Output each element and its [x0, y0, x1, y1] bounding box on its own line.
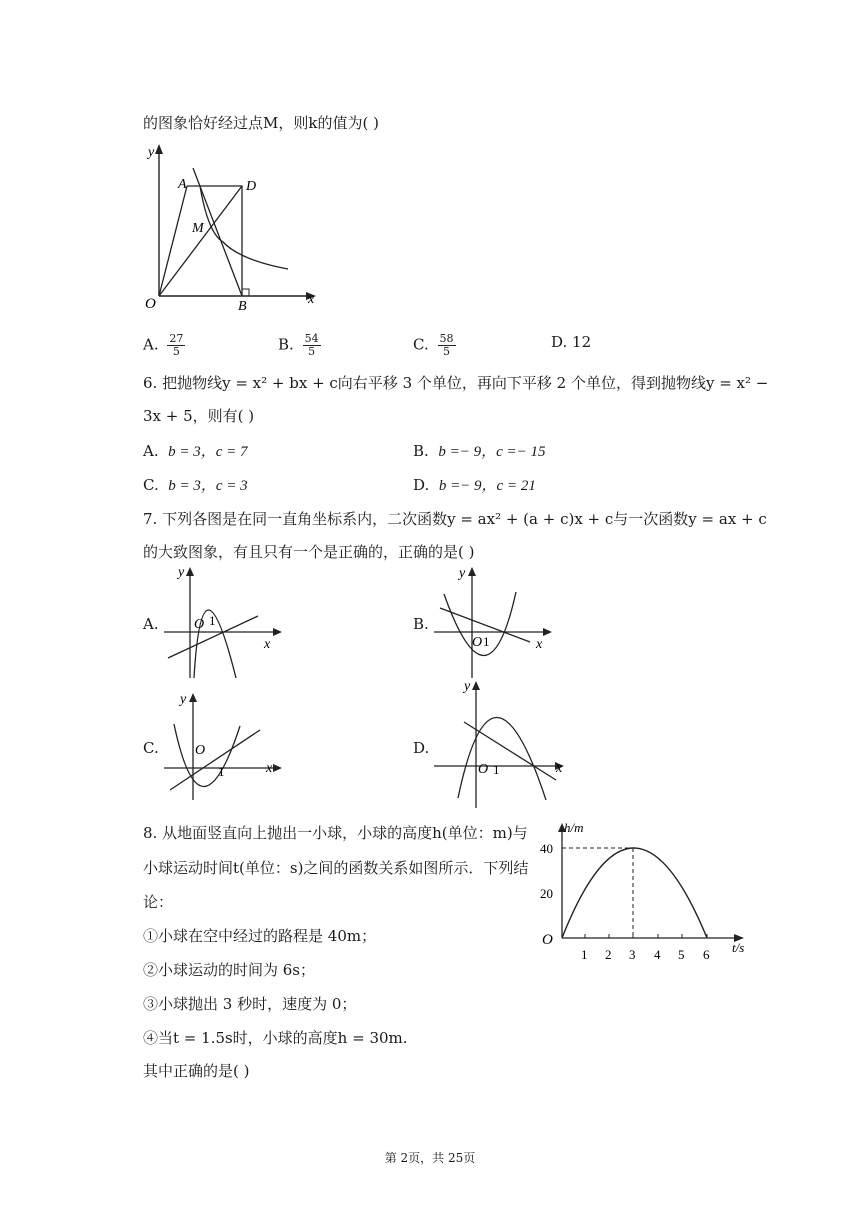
q5-option-a[interactable] [143, 333, 185, 358]
q8-height-time-graph [534, 818, 754, 968]
q7d-one-label: 1 [493, 762, 500, 777]
option-letter: B. [278, 335, 294, 354]
q5-d-label: D [246, 179, 257, 194]
q8-statement-2: ②小球运动的时间为 6s； [143, 961, 316, 979]
q7a-y-label: y [178, 565, 185, 580]
q8-xlabel: t/s [732, 940, 745, 955]
q5-o-label: O [145, 296, 156, 312]
q7c-one-label: 1 [218, 764, 225, 779]
q8-origin-label: O [542, 932, 553, 948]
option-value: 12 [572, 333, 592, 351]
q8-xtick-3: 3 [629, 947, 636, 962]
q5-option-c[interactable] [413, 333, 456, 358]
option-letter: D. [413, 476, 430, 494]
q7d-o-label: O [478, 762, 489, 777]
q7-graph-c [160, 688, 285, 808]
q7-option-b[interactable]: B. [413, 615, 429, 633]
q7-option-c[interactable]: C. [143, 739, 159, 757]
q6-option-d[interactable] [413, 474, 536, 495]
q7-option-d[interactable]: D. [413, 739, 430, 757]
q7b-y-label: y [459, 566, 466, 581]
option-text: b =− 9，c =− 15 [438, 444, 546, 460]
q7-option-a[interactable]: A. [143, 615, 159, 633]
q5-a-label: A [178, 177, 187, 192]
q8-ylabel: h/m [564, 820, 584, 835]
q5-figure [140, 138, 330, 316]
q8-statement-1: ①小球在空中经过的路程是 40m； [143, 927, 377, 945]
option-letter: C. [413, 335, 429, 354]
q6-stem-line1: 6. 把抛物线y = x² + bx + c向右平移 3 个单位，再向下平移 2 个单位，得到抛物线y = x² − [143, 374, 769, 392]
q8-xtick-6: 6 [703, 947, 710, 962]
fraction-denominator: 5 [443, 345, 450, 358]
option-letter: A. [143, 442, 159, 460]
q5-b-label: B [238, 299, 247, 314]
fraction-numerator: 58 [439, 332, 454, 345]
q5-option-d[interactable] [551, 333, 591, 351]
q6-stem-line2: 3x + 5，则有( ) [143, 407, 255, 425]
q6-option-b[interactable] [413, 440, 546, 461]
q8-stem-line2: 小球运动时间t(单位：s)之间的函数关系如图所示．下列结 [143, 859, 529, 877]
q8-ytick-20: 20 [540, 886, 553, 901]
q8-xtick-1: 1 [581, 947, 588, 962]
option-letter: A. [143, 335, 159, 354]
q8-question: 其中正确的是( ) [143, 1062, 250, 1080]
q7b-one-label: 1 [483, 634, 490, 649]
fraction-numerator: 54 [304, 332, 319, 345]
q8-statement-3: ③小球抛出 3 秒时，速度为 0； [143, 995, 357, 1013]
q8-statement-4: ④当t = 1.5s时，小球的高度h = 30m. [143, 1029, 408, 1047]
q6-option-c[interactable] [143, 474, 248, 495]
q7c-x-label: x [266, 761, 273, 776]
option-letter: B. [413, 442, 429, 460]
q7-graph-d [430, 676, 570, 810]
q8-stem-line3: 论： [143, 893, 174, 911]
q7-stem-line1: 7. 下列各图是在同一直角坐标系内，二次函数y = ax² + (a + c)x + c与一次函数y = ax + c [143, 510, 767, 528]
q5-x-label: x [308, 292, 315, 307]
q7-graph-b [430, 562, 555, 682]
page-footer: 第 2页，共 25页 [384, 1151, 476, 1165]
q8-xtick-4: 4 [654, 947, 661, 962]
q7c-o-label: O [195, 743, 206, 758]
q7-stem-line2: 的大致图象，有且只有一个是正确的，正确的是( ) [143, 543, 475, 561]
q7-graph-a [160, 562, 285, 682]
q8-stem-line1: 8. 从地面竖直向上抛出一小球，小球的高度h(单位：m)与 [143, 824, 528, 842]
q8-xtick-5: 5 [678, 947, 685, 962]
option-letter: D. [551, 333, 568, 351]
fraction-denominator: 5 [308, 345, 316, 358]
q5-stem-tail: 的图象恰好经过点M，则k的值为( ) [143, 114, 379, 132]
q8-ytick-40: 40 [540, 841, 553, 856]
q7b-o-label: O [472, 635, 483, 650]
q7a-one-label: 1 [209, 613, 216, 628]
fraction-numerator: 27 [169, 332, 184, 345]
option-letter: C. [143, 476, 159, 494]
q6-option-a[interactable] [143, 440, 248, 461]
q7a-x-label: x [264, 637, 271, 652]
q5-m-label: M [192, 221, 204, 236]
q7c-y-label: y [180, 692, 187, 707]
q5-y-label: y [148, 145, 155, 160]
q7a-o-label: O [194, 617, 205, 632]
q7d-y-label: y [464, 679, 471, 694]
q8-xtick-2: 2 [605, 947, 612, 962]
option-text: b = 3，c = 7 [168, 444, 248, 460]
fraction-denominator: 5 [172, 345, 180, 358]
option-text: b = 3，c = 3 [168, 478, 248, 494]
q7d-x-label: x [556, 761, 563, 776]
q7b-x-label: x [536, 637, 543, 652]
q5-option-b[interactable] [278, 333, 321, 358]
option-text: b =− 9，c = 21 [438, 478, 536, 494]
